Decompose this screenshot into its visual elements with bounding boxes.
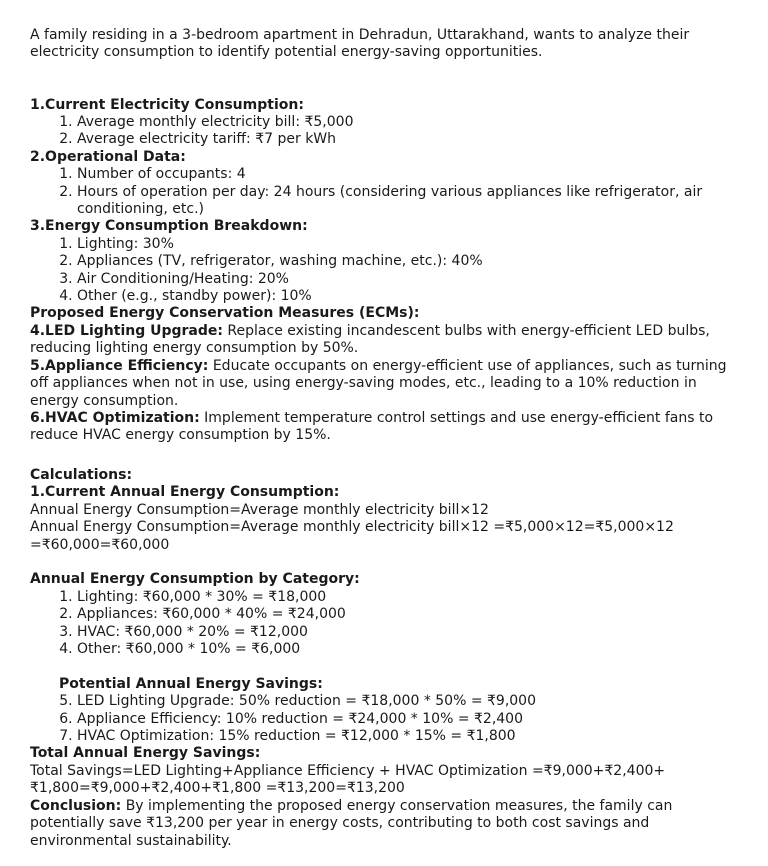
list-item: 5. LED Lighting Upgrade: 50% reduction = ₹18,000 * 50% = ₹9,000 [77, 693, 740, 710]
operational-list [30, 166, 740, 218]
intro-paragraph: A family residing in a 3-bedroom apartment in Dehradun, Uttarakhand, wants to analyze their electricity consumption to identify potential energy-saving opportunities. [30, 27, 690, 61]
list-item: 1. Average monthly electricity bill: ₹5,000 [77, 114, 740, 131]
list-item: 1. Number of occupants: 4 [77, 166, 740, 183]
formula-line: Annual Energy Consumption=Average monthly electricity bill×12 =₹5,000×12=₹5,000×12 =₹60,000=₹60,000 [30, 519, 674, 553]
conclusion-label: Conclusion: [30, 797, 122, 814]
annual-consumption-title: 1.Current Annual Energy Consumption: [30, 484, 340, 501]
list-item: 6. Appliance Efficiency: 10% reduction = ₹24,000 * 10% = ₹2,400 [77, 711, 740, 728]
list-item: 2. Hours of operation per day: 24 hours (considering various appliances like refrigerator, air conditioning, etc.) [77, 184, 740, 219]
ecm-appliance [30, 358, 740, 410]
list-item: 2. Average electricity tariff: ₹7 per kWh [77, 131, 740, 148]
calculations-section [30, 467, 740, 850]
ecm-label: 4.LED Lighting Upgrade: [30, 322, 223, 339]
document [30, 27, 740, 850]
savings-title: Potential Annual Energy Savings: [59, 675, 323, 692]
list-item: 4. Other (e.g., standby power): 10% [77, 288, 740, 305]
total-savings-title: Total Annual Energy Savings: [30, 745, 261, 762]
ecm-title: Proposed Energy Conservation Measures (ECMs): [30, 305, 420, 322]
list-item: 2. Appliances: ₹60,000 * 40% = ₹24,000 [77, 606, 740, 623]
formula-line: Annual Energy Consumption=Average monthly electricity bill×12 [30, 501, 489, 518]
ecm-text: Educate occupants on energy-efficient use of appliances, such as turning off appliances when not in use, using energy-saving modes, etc., leading to a 10% reduction in energy consumption. [30, 357, 727, 409]
total-savings-line: Total Savings=LED Lighting+Appliance Efficiency + HVAC Optimization =₹9,000+₹2,400+₹1,800=₹9,000+₹2,400+₹1,800 =₹13,200=₹13,200 [30, 762, 666, 797]
ecm-led [30, 323, 740, 358]
category-list [30, 589, 740, 659]
section-current-consumption-title: 1.Current Electricity Consumption: [30, 96, 304, 113]
list-item: 7. HVAC Optimization: 15% reduction = ₹12,000 * 15% = ₹1,800 [77, 728, 740, 745]
ecm-text: Replace existing incandescent bulbs with energy-efficient LED bulbs, reducing lighting energy consumption by 50%. [30, 322, 710, 357]
upper-section [30, 27, 740, 444]
current-consumption-list [30, 114, 740, 149]
section-operational-title: 2.Operational Data: [30, 148, 186, 165]
breakdown-list [30, 236, 740, 306]
list-item: 4. Other: ₹60,000 * 10% = ₹6,000 [77, 641, 740, 658]
list-item: 2. Appliances (TV, refrigerator, washing machine, etc.): 40% [77, 253, 740, 270]
calculations-title: Calculations: [30, 467, 133, 483]
category-title: Annual Energy Consumption by Category: [30, 571, 360, 588]
conclusion-paragraph [30, 798, 740, 850]
savings-list [30, 693, 740, 745]
list-item: 3. HVAC: ₹60,000 * 20% = ₹12,000 [77, 624, 740, 641]
section-breakdown-title: 3.Energy Consumption Breakdown: [30, 218, 308, 235]
list-item: 3. Air Conditioning/Heating: 20% [77, 271, 740, 288]
list-item: 1. Lighting: ₹60,000 * 30% = ₹18,000 [77, 589, 740, 606]
ecm-label: 5.Appliance Efficiency: [30, 357, 209, 374]
ecm-text: Implement temperature control settings and use energy-efficient fans to reduce HVAC energy consumption by 15%. [30, 409, 714, 444]
ecm-label: 6.HVAC Optimization: [30, 409, 200, 426]
list-item: 1. Lighting: 30% [77, 236, 740, 253]
conclusion-text: By implementing the proposed energy conservation measures, the family can potentially save ₹13,200 per year in energy costs, contributing to both cost savings and environmental sustainability. [30, 797, 673, 849]
